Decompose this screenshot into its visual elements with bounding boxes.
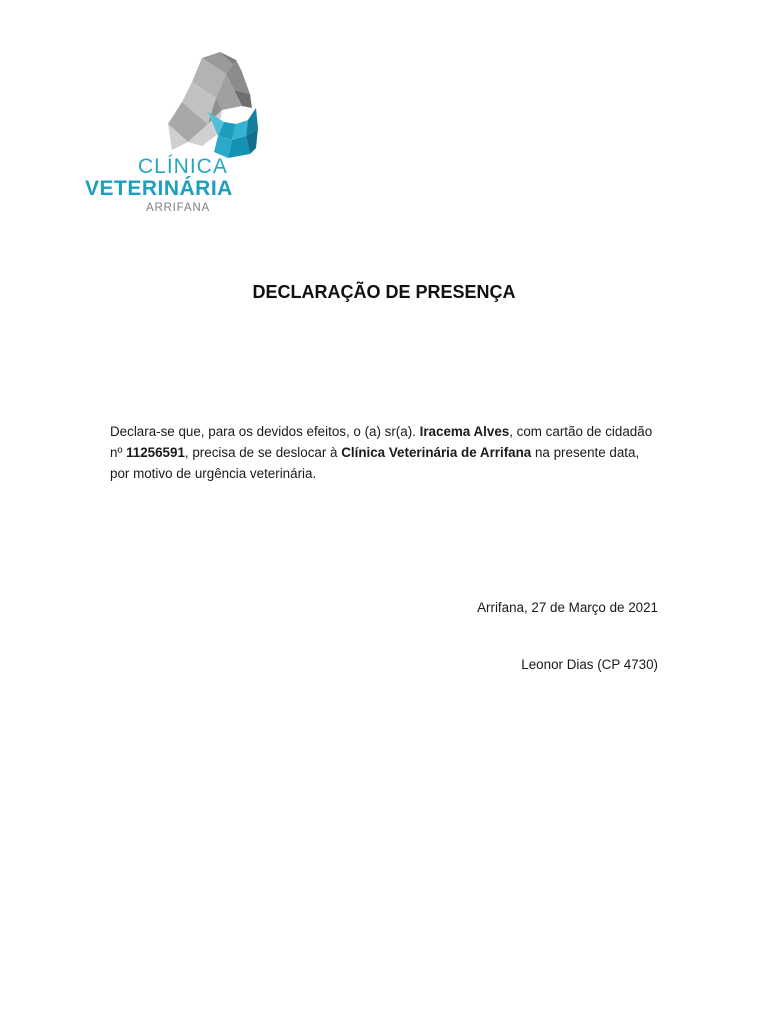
declaration-paragraph bbox=[110, 421, 658, 484]
signature-line: Leonor Dias (CP 4730) bbox=[521, 657, 658, 672]
clinic-logo bbox=[82, 50, 272, 220]
date-line: Arrifana, 27 de Março de 2021 bbox=[477, 600, 658, 615]
body-text-part1: Declara-se que, para os devidos efeitos, o (a) sr(a). bbox=[110, 424, 420, 439]
document-title: DECLARAÇÃO DE PRESENÇA bbox=[252, 282, 516, 302]
card-number: 11256591 bbox=[126, 445, 185, 460]
body-text-part4: na presente data, por motivo de urgência veterinária. bbox=[110, 445, 640, 481]
body-text-part2: , com cartão de cidadão nº bbox=[110, 424, 653, 460]
body-text-part3: , precisa de se deslocar à bbox=[184, 445, 342, 460]
logo-text-arrifana: ARRIFANA bbox=[146, 202, 210, 214]
logo-text-clinica: CLÍNICA bbox=[138, 155, 228, 178]
clinic-name: Clínica Veterinária de Arrifana bbox=[341, 445, 532, 460]
origami-horse-cat-logo-icon bbox=[162, 50, 262, 168]
logo-text-veterinaria: VETERINÁRIA bbox=[85, 177, 233, 200]
person-name: Iracema Alves bbox=[419, 424, 510, 439]
